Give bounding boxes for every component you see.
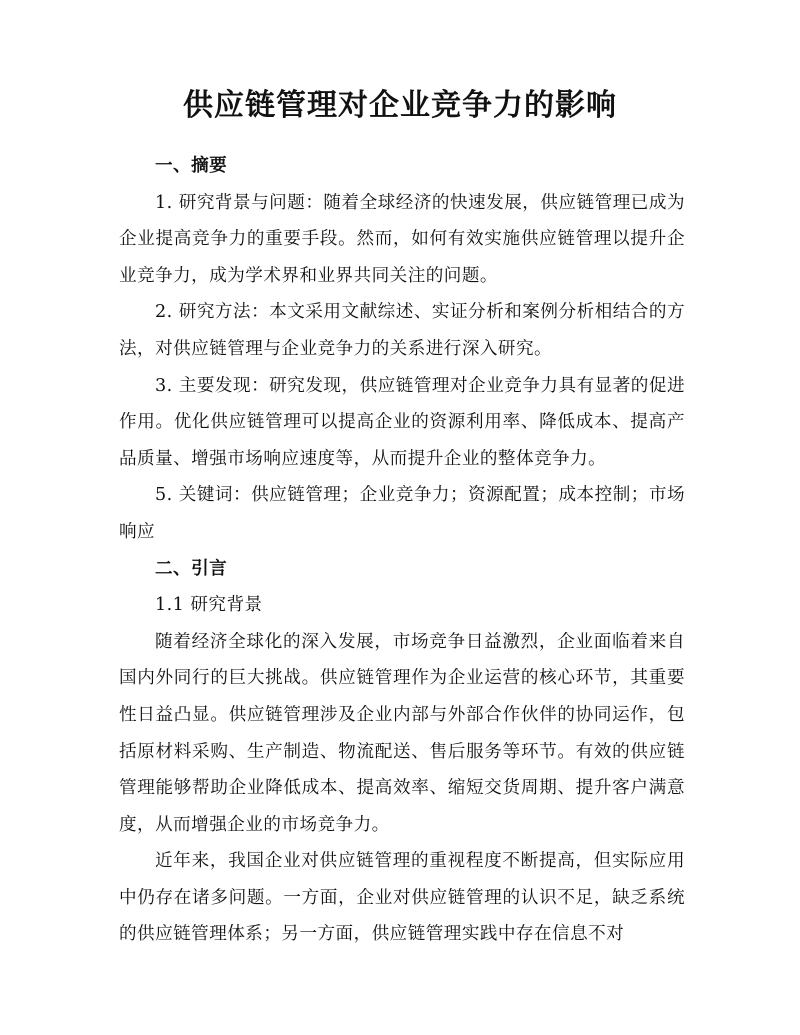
- document-title: 供应链管理对企业竞争力的影响: [183, 88, 617, 123]
- abstract-item-keywords: 5. 关键词：供应链管理；企业竞争力；资源配置；成本控制；市场响应: [119, 485, 685, 542]
- document-body: [119, 148, 685, 953]
- introduction-paragraph-2: 近年来，我国企业对供应链管理的重视程度不断提高，但实际应用中仍存在诸多问题。一方面，企业对供应链管理的认识不足，缺乏系统的供应链管理体系；另一方面，供应链管理实践中存在信息不对: [119, 851, 685, 945]
- abstract-item-research-background: 1. 研究背景与问题：随着全球经济的快速发展，供应链管理已成为企业提高竞争力的重要手段。然而，如何有效实施供应链管理以提升企业竞争力，成为学术界和业界共同关注的问题。: [119, 192, 685, 286]
- introduction-paragraph-1: 随着经济全球化的深入发展，市场竞争日益激烈，企业面临着来自国内外同行的巨大挑战。供应链管理作为企业运营的核心环节，其重要性日益凸显。供应链管理涉及企业内部与外部合作伙伴的协同运作，包括原材料采购、生产制造、物流配送、售后服务等环节。有效的供应链管理能够帮助企业降低成本、提高效率、缩短交货周期、提升客户满意度，从而增强企业的市场竞争力。: [119, 631, 685, 835]
- abstract-item-research-method: 2. 研究方法：本文采用文献综述、实证分析和案例分析相结合的方法，对供应链管理与企业竞争力的关系进行深入研究。: [119, 302, 685, 359]
- abstract-heading: 一、摘要: [155, 156, 228, 176]
- introduction-heading: 二、引言: [155, 558, 228, 579]
- abstract-item-main-findings: 3. 主要发现：研究发现，供应链管理对企业竞争力具有显著的促进作用。优化供应链管理可以提高企业的资源利用率、降低成本、提高产品质量、增强市场响应速度等，从而提升企业的整体竞争力。: [119, 375, 685, 469]
- introduction-subheading: 1.1 研究背景: [155, 595, 263, 616]
